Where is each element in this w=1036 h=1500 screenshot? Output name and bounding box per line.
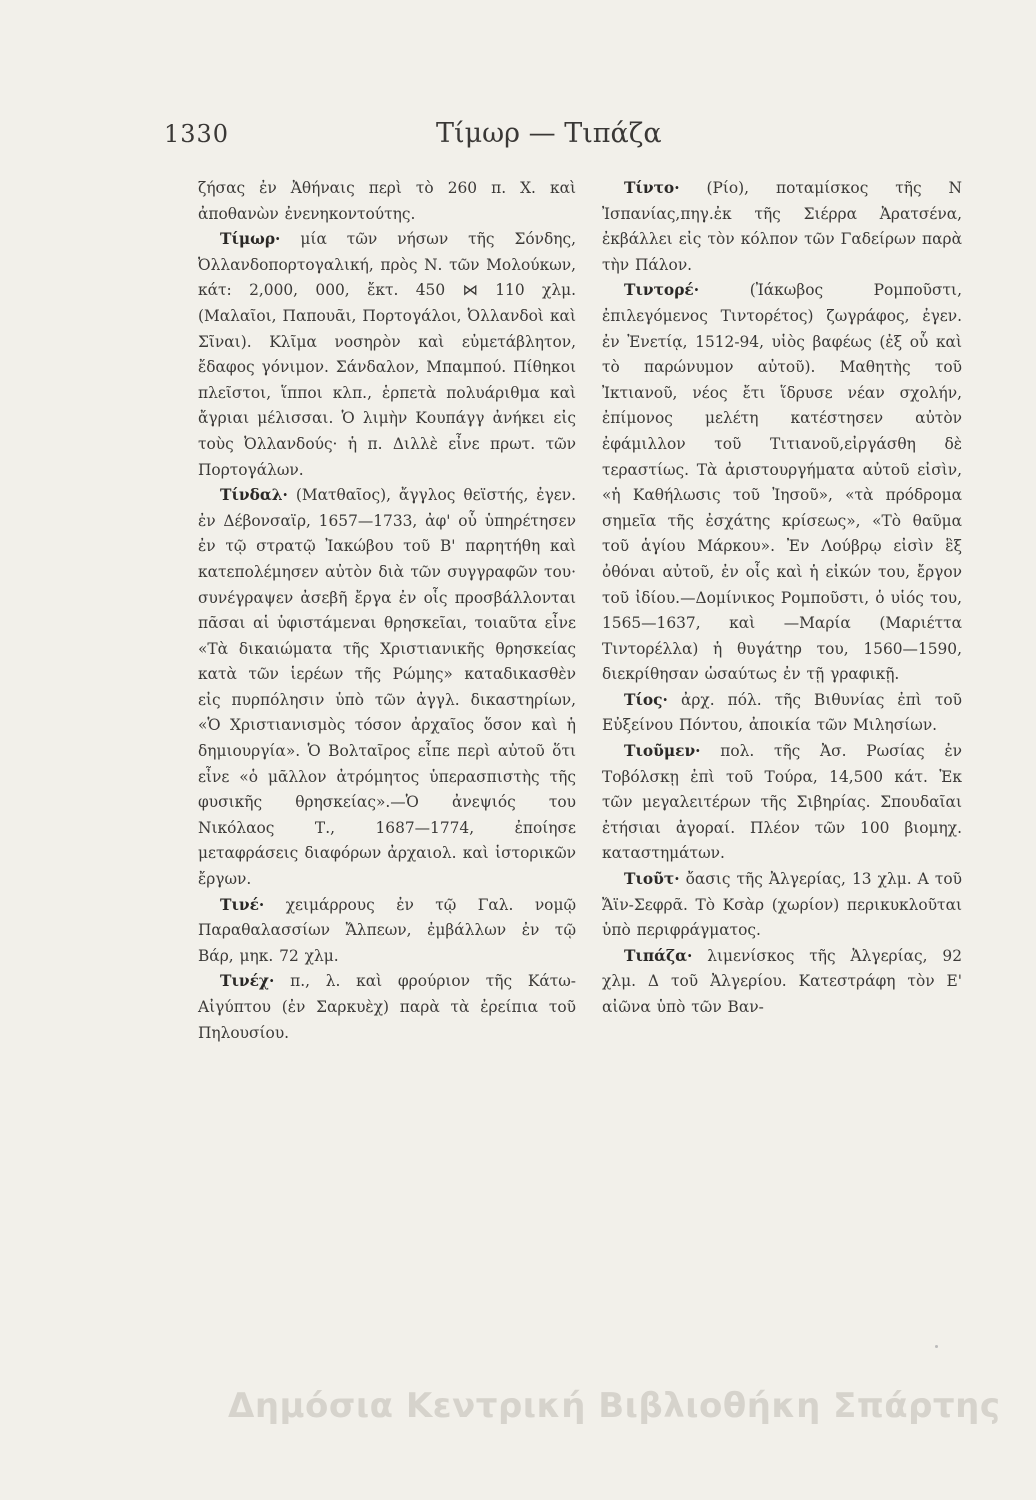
entry-text: (Ματθαῖος), ἄγγλος θεϊστής, ἐγεν. ἐν Δέβονσαϊρ, 1657—1733, ἀφ' οὗ ὑπηρέτησεν ἐν τῷ στρατῷ Ἰακώβου τοῦ Β' παρητήθη καὶ κατεπολέμησεν αὐτὸν διὰ τῶν συγγραφῶν του· συνέγραψεν ἀσεβῆ ἔργα ἐν οἷς προσβάλλονται πᾶσαι αἱ ὑφιστάμεναι θρησκεῖαι, τοιαῦτα εἶνε «Τὰ δικαιώματα τῆς Χριστιανικῆς θρησκείας κατὰ τῶν ἱερέων τῆς Ρώμης» καταδικασθὲν εἰς πυρπόλησιν ὑπὸ τῶν ἀγγλ. δικαστηρίων, «Ὁ Χριστιανισμὸς τόσον ἀρχαῖος ὅσον καὶ ἡ δημιουργία». Ὁ Βολταῖρος εἶπε περὶ αὐτοῦ ὅτι εἶνε «ὁ μᾶλλον ἀτρόμητος ὑπερασπιστὴς τῆς φυσικῆς θρησκείας».—Ὁ ἀνεψιός του Νικόλαος Τ., 1687—1774, ἐποίησε μεταφράσεις διαφόρων ἀρχαιολ. καὶ ἱστορικῶν ἔργων. [198,486,576,889]
entry-text: λιμενίσκος τῆς Ἀλγερίας, 92 χλμ. Δ τοῦ Ἀλγερίου. Κατεστράφη τὸν Ε' αἰῶνα ὑπὸ τῶν Βαν- [602,946,962,1016]
entry-tintoretto [602,278,962,688]
entry-headword: Τίνδαλ· [220,486,288,505]
entry-headword: Τίος· [624,690,668,709]
entry-tiout [602,867,962,944]
entry-text: ἀρχ. πόλ. τῆς Βιθυνίας ἐπὶ τοῦ Εὐξείνου Πόντου, ἀποικία τῶν Μιλησίων. [602,690,962,735]
entry-text: ὄασις τῆς Ἀλγερίας, 13 χλμ. Α τοῦ Ἄϊν-Σεφρᾶ. Τὸ Κσὰρ (χωρίον) περικυκλοῦται ὑπὸ περιφράγματος. [602,870,962,940]
entry-headword: Τιοῦμεν· [624,742,701,761]
right-column [602,176,962,1021]
entry-continuation [198,176,576,227]
entry-headword: Τίντο· [624,179,680,197]
entry-text: π., λ. καὶ φρούριον τῆς Κάτω-Αἰγύπτου (ἐν Σαρκυὲχ) παρὰ τὰ ἐρείπια τοῦ Πηλουσίου. [198,972,576,1042]
entry-text: χειμάρρους ἐν τῷ Γαλ. νομῷ Παραθαλασσίων Ἄλπεων, ἐμβάλλων ἐν τῷ Βάρ, μηκ. 72 χλμ. [198,895,576,965]
entry-tioumen [602,739,962,867]
entry-text: πολ. τῆς Ἀσ. Ρωσίας ἐν Τοβόλσκῃ ἐπὶ τοῦ Τούρα, 14,500 κάτ. Ἐκ τῶν μεγαλειτέρων τῆς Σιβηρίας. Σπουδαῖαι ἐτήσιαι ἀγοραί. Πλέον τῶν 100 βιομηχ. καταστημάτων. [602,742,962,863]
entry-headword: Τινέχ· [220,972,275,991]
library-watermark: Δημόσια Κεντρική Βιβλιοθήκη Σπάρτης [228,1386,1001,1426]
entry-text: (Ρίο), ποταμίσκος τῆς Ν Ἰσπανίας,πηγ.ἐκ τῆς Σιέρρα Ἀρατσένα, ἐκβάλλει εἰς τὸν κόλπον τῶν Γαδείρων παρὰ τὴν Πάλον. [602,179,962,274]
stray-mark [935,1345,938,1348]
entry-tine [198,893,576,970]
entry-text: μία τῶν νήσων τῆς Σόνδης, Ὀλλανδοπορτογαλική, πρὸς Ν. τῶν Μολούκων, κάτ: 2,000, 000, ἔκτ. 450 ⋈ 110 χλμ. (Μαλαῖοι, Παπουᾶι, Πορτογάλοι, Ὀλλανδοὶ καὶ Σῖναι). Κλῖμα νοσηρὸν καὶ εὐμετάβλητον, ἔδαφος γόνιμον. Σάνδαλον, Μπαμπού. Πίθηκοι πλεῖστοι, ἵπποι κλπ., ἑρπετὰ πολυάριθμα καὶ ἄγριαι μέλισσαι. Ὁ λιμὴν Κουπάγγ ἀνήκει εἰς τοὺς Ὀλλανδούς· ἡ π. Διλλὲ εἶνε πρωτ. τῶν Πορτογάλων. [198,230,576,479]
entry-tinto [602,176,962,278]
entry-tipaza [602,944,962,1021]
entry-tindal [198,483,576,893]
page-number: 1330 [164,120,230,148]
entry-headword: Τιντορέ· [624,281,700,300]
entry-headword: Τιοῦτ· [624,870,680,889]
running-head: Τίμωρ — Τιπάζα [436,118,662,149]
entry-text: (Ἰάκωβος Ρομποῦστι, ἐπιλεγόμενος Τιντορέτος) ζωγράφος, ἐγεν. ἐν Ἐνετίᾳ, 1512-94, υἱὸς βαφέως (ἐξ οὗ καὶ τὸ παρώνυμον αὐτοῦ). Μαθητὴς τοῦ Ἰκτιανοῦ, νέος ἔτι ἵδρυσε νέαν σχολήν, ἐπίμονος μελέτη κατέστησεν αὐτὸν ἐφάμιλλον τοῦ Τιτιανοῦ,εἰργάσθη δὲ τεραστίως. Τὰ ἀριστουργήματα αὐτοῦ εἰσὶν, «ἡ Καθήλωσις τοῦ Ἰησοῦ», «τὰ πρόδρομα σημεῖα τῆς ἐσχάτης κρίσεως», «Τὸ θαῦμα τοῦ ἁγίου Μάρκου». Ἐν Λούβρῳ εἰσὶν ἓξ ὀθόναι αὐτοῦ, ἐν οἷς καὶ ἡ εἰκών του, ἔργον τοῦ ἰδίου.—Δομίνικος Ρομποῦστι, ὁ υἱός του, 1565—1637, καὶ —Μαρία (Μαριέττα Τιντορέλλα) ἡ θυγάτηρ του, 1560—1590, διεκρίθησαν ὡσαύτως ἐν τῇ γραφικῇ. [602,281,962,684]
entry-timor [198,227,576,483]
entry-text: ζήσας ἐν Ἀθήναις περὶ τὸ 260 π. Χ. καὶ ἀποθανὼν ἐνενηκοντούτης. [198,179,576,223]
entry-tios [602,688,962,739]
entry-tinech [198,969,576,1046]
entry-headword: Τιπάζα· [624,946,693,965]
entry-headword: Τινέ· [220,895,265,914]
entry-headword: Τίμωρ· [220,230,281,249]
left-column [198,176,576,1046]
